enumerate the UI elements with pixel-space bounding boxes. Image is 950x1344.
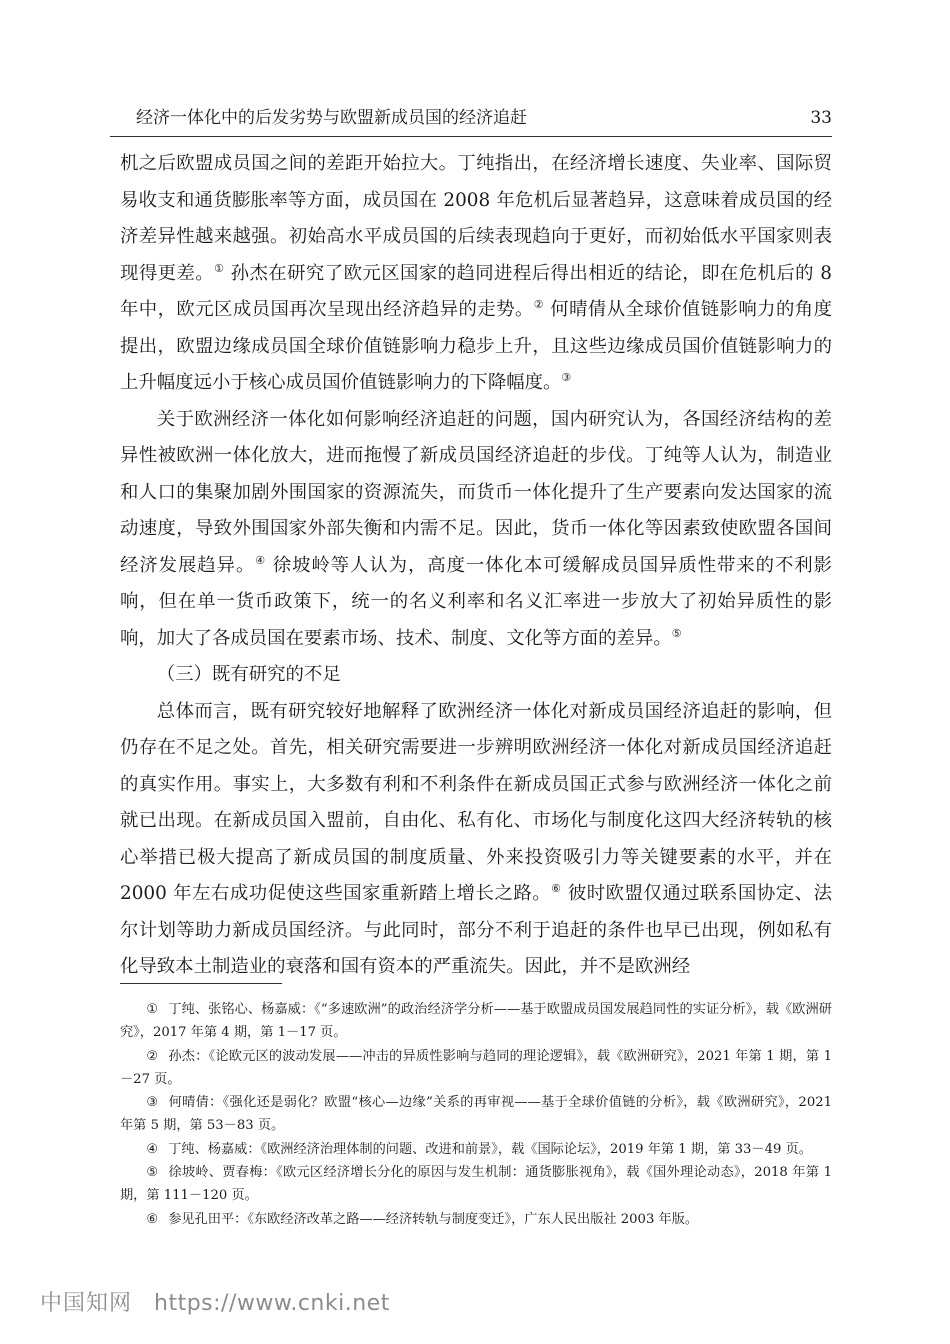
paragraph-2 xyxy=(120,402,832,658)
p2-text-a: 关于欧洲经济一体化如何影响经济追赶的问题，国内研究认为，各国经济结构的差异性被欧洲一体化放大，进而拖慢了新成员国经济追赶的步伐。丁纯等人认为，制造业和人口的集聚加剧外围国家的资源流失，而货币一体化提升了生产要素向发达国家的流动速度，导致外围国家外部失衡和内需不足。因此，货币一体化等因素致使欧盟各国间经济发展趋异。 xyxy=(120,408,832,576)
footnote-ref-2[interactable]: ② xyxy=(533,297,545,311)
p1-text-a: 机之后欧盟成员国之间的差距开始拉大。丁纯指出，在经济增长速度、失业率、国际贸易收支和通货膨胀率等方面，成员国在 2008 年危机后显著趋异，这意味着成员国的经济差异性越来越强。初始高水平成员国的后续表现趋向于更好，而初始低水平国家则表现得更差。 xyxy=(120,153,832,284)
watermark-brand: 中国知网 xyxy=(40,1291,133,1316)
footnote-mark: ① xyxy=(146,1002,159,1017)
footnote-5 xyxy=(120,1161,832,1208)
footnote-ref-1[interactable]: ① xyxy=(214,261,225,275)
footnote-text: 孙杰：《论欧元区的波动发展——冲击的异质性影响与趋同的理论逻辑》，载《欧洲研究》，2021 年第 1 期，第 1－27 页。 xyxy=(120,1048,832,1087)
section-subheading: （三）既有研究的不足 xyxy=(156,664,341,685)
footnote-text: 丁纯、杨嘉威：《欧洲经济治理体制的问题、改进和前景》，载《国际论坛》，2019 年第 1 期，第 33－49 页。 xyxy=(168,1141,812,1157)
footnote-mark: ⑤ xyxy=(146,1165,159,1181)
footnote-separator xyxy=(120,983,282,984)
paragraph-1 xyxy=(120,146,832,402)
footnote-mark: ⑥ xyxy=(146,1211,159,1227)
running-title: 经济一体化中的后发劣势与欧盟新成员国的经济追赶 xyxy=(136,108,527,128)
footnote-mark: ④ xyxy=(146,1141,159,1157)
cnki-watermark xyxy=(40,1286,390,1317)
p3-text-b: 彼时欧盟仅通过联系国协定、法尔计划等助力新成员国经济。与此同时，部分不利于追赶的条件也早已出现，例如私有化导致本土制造业的衰落和国有资本的严重流失。因此，并不是欧洲经 xyxy=(120,883,832,977)
paragraph-3 xyxy=(120,694,832,986)
p2-text-b: 徐坡岭等人认为，高度一体化本可缓解成员国异质性带来的不利影响，但在单一货币政策下，统一的名义利率和名义汇率进一步放大了初始异质性的影响，加大了各成员国在要素市场、技术、制度、文化等方面的差异。 xyxy=(120,554,832,649)
footnotes xyxy=(120,998,832,1231)
footnote-4 xyxy=(120,1138,832,1161)
footnote-3 xyxy=(120,1091,832,1138)
p3-text-a: 总体而言，既有研究较好地解释了欧洲经济一体化对新成员国经济追赶的影响，但仍存在不足之处。首先，相关研究需要进一步辨明欧洲经济一体化对新成员国经济追赶的真实作用。事实上，大多数有利和不利条件在新成员国正式参与欧洲经济一体化之前就已出现。在新成员国入盟前，自由化、私有化、市场化与制度化这四大经济转轨的核心举措已极大提高了新成员国的制度质量、外来投资吸引力等关键要素的水平，并在 2000 年左右成功促使这些国家重新踏上增长之路。 xyxy=(120,700,832,904)
footnote-ref-4[interactable]: ④ xyxy=(255,553,266,567)
p1-text-b: 孙杰在研究了欧元区国家的趋同进程后得出相近的结论，即在危机后的 8 年中，欧元区成员国再次呈现出经济趋异的走势。 xyxy=(120,262,832,320)
footnote-text: 丁纯、张铭心、杨嘉威：《“多速欧洲”的政治经济学分析——基于欧盟成员国发展趋同性的实证分析》，载《欧洲研究》，2017 年第 4 期，第 1－17 页。 xyxy=(120,1002,832,1041)
footnote-ref-5[interactable]: ⑤ xyxy=(671,626,682,640)
footnote-1 xyxy=(120,998,832,1045)
watermark-url[interactable]: https://www.cnki.net xyxy=(154,1291,390,1316)
footnote-mark: ③ xyxy=(146,1095,159,1111)
footnote-6 xyxy=(120,1208,832,1231)
footnote-ref-3[interactable]: ③ xyxy=(561,370,572,384)
page-number: 33 xyxy=(810,108,832,128)
body-text xyxy=(120,146,832,986)
footnote-mark: ② xyxy=(146,1048,159,1064)
footnote-text: 何晴倩：《强化还是弱化？欧盟“核心—边缘”关系的再审视——基于全球价值链的分析》，载《欧洲研究》，2021 年第 5 期，第 53－83 页。 xyxy=(120,1095,832,1134)
footnote-ref-6[interactable]: ⑥ xyxy=(551,881,562,895)
footnote-2 xyxy=(120,1045,832,1092)
running-header xyxy=(110,100,832,137)
p1-text-c: 何晴倩从全球价值链影响力的角度提出，欧盟边缘成员国全球价值链影响力稳步上升，且这些边缘成员国价值链影响力的上升幅度远小于核心成员国价值链影响力的下降幅度。 xyxy=(120,299,832,393)
footnote-text: 徐坡岭、贾春梅：《欧元区经济增长分化的原因与发生机制：通货膨胀视角》，载《国外理论动态》，2018 年第 1 期，第 111－120 页。 xyxy=(120,1165,832,1204)
footnote-text: 参见孔田平：《东欧经济改革之路——经济转轨与制度变迁》，广东人民出版社 2003 年版。 xyxy=(168,1211,699,1227)
